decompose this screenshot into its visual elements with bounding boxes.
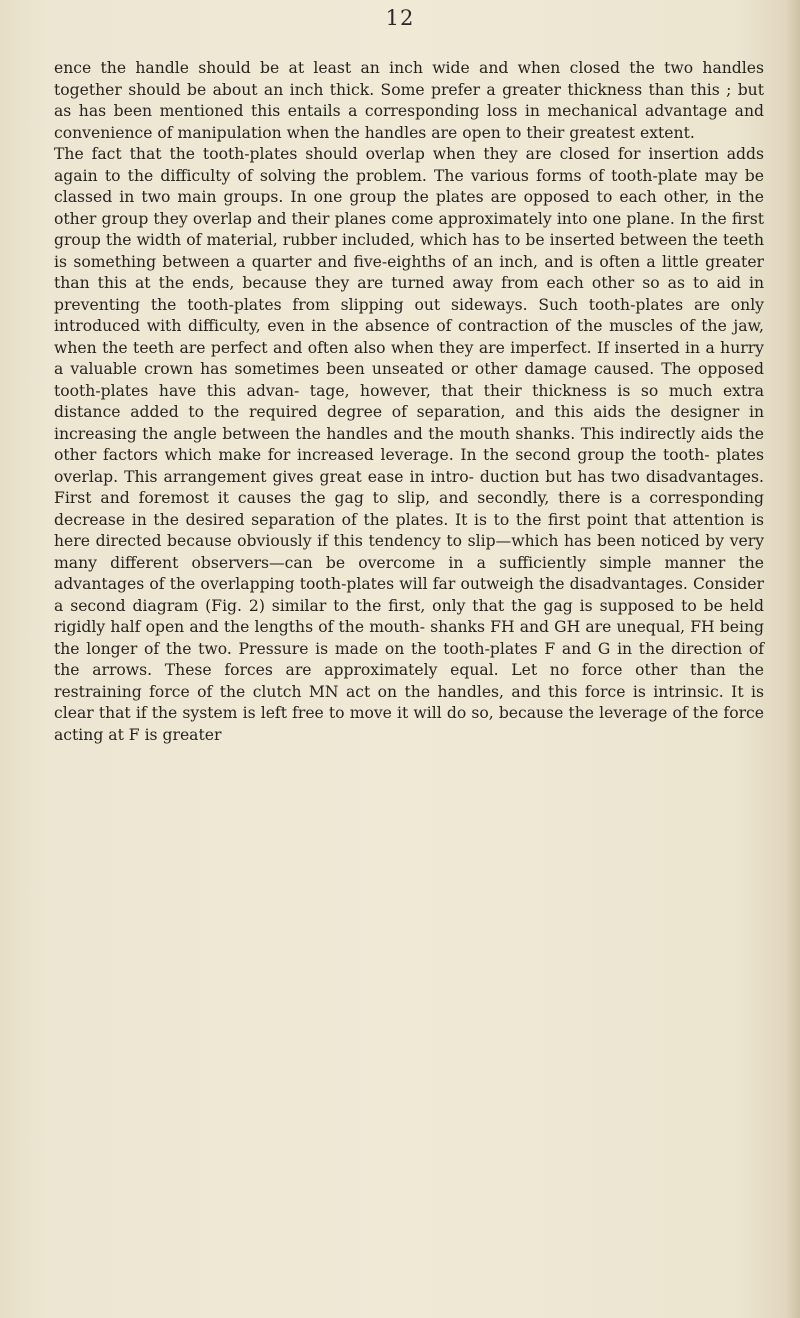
paragraph-2: The fact that the tooth-plates should overlap when they are closed for insertion adds again to the difficulty of solving the problem. The various forms of tooth-plate may be classed in two main groups. In one group the plates are opposed to each other, in the other group they overlap and their planes come approximately into one plane. In the first group the width of material, rubber included, which has to be inserted between the teeth is something between a quarter and five-eighths of an inch, and is often a little greater than this at the ends, because they are turned away from each other so as to aid in preventing the tooth-plates from slipping out sideways. Such tooth-plates are only introduced with difficulty, even in the absence of contraction of the muscles of the jaw, when the teeth are perfect and often also when they are imperfect. If inserted in a hurry a valuable crown has sometimes been unseated or other damage caused. The opposed tooth-plates have this advan- tage, however, that their thickness is so much extra distance added to the required degree of separation, and this aids the designer in increasing the angle between the handles and the mouth shanks. This indirectly aids the other factors which make for increased leverage. In the second group the tooth- plates overlap. This arrangement gives great ease in intro- duction but has two disadvantages. First and foremost it causes the gag to slip, and secondly, there is a corresponding decrease in the desired separation of the plates. It is to the first point that attention is here directed because obviously if this tendency to slip—which has been noticed by very many different observers—can be overcome in a sufficiently simple manner the advantages of the overlapping tooth-plates will far outweigh the disadvantages. Consider a second diagram (Fig. 2) similar to the first, only that the gag is supposed to be held rigidly half open and the lengths of the mouth- shanks FH and GH are unequal, FH being the longer of the two. Pressure is made on the tooth-plates F and G in the direction of the arrows. These forces are approximately equal. Let no force other than the restraining force of the clutch MN act on the handles, and this force is intrinsic. It is clear that if the system is left free to move it will do so, because the leverage of the force acting at F is greater bbox=[54, 145, 764, 744]
paragraph-1: ence the handle should be at least an inch wide and when closed the two handles together should be about an inch thick. Some prefer a greater thickness than this ; but as has been mentioned this entails a corresponding loss in mechanical advantage and convenience of manipulation when the handles are open to their greatest extent. bbox=[54, 59, 764, 142]
body-text bbox=[54, 58, 764, 746]
page-edge-shadow bbox=[786, 0, 800, 1318]
page-number: 12 bbox=[385, 6, 415, 30]
